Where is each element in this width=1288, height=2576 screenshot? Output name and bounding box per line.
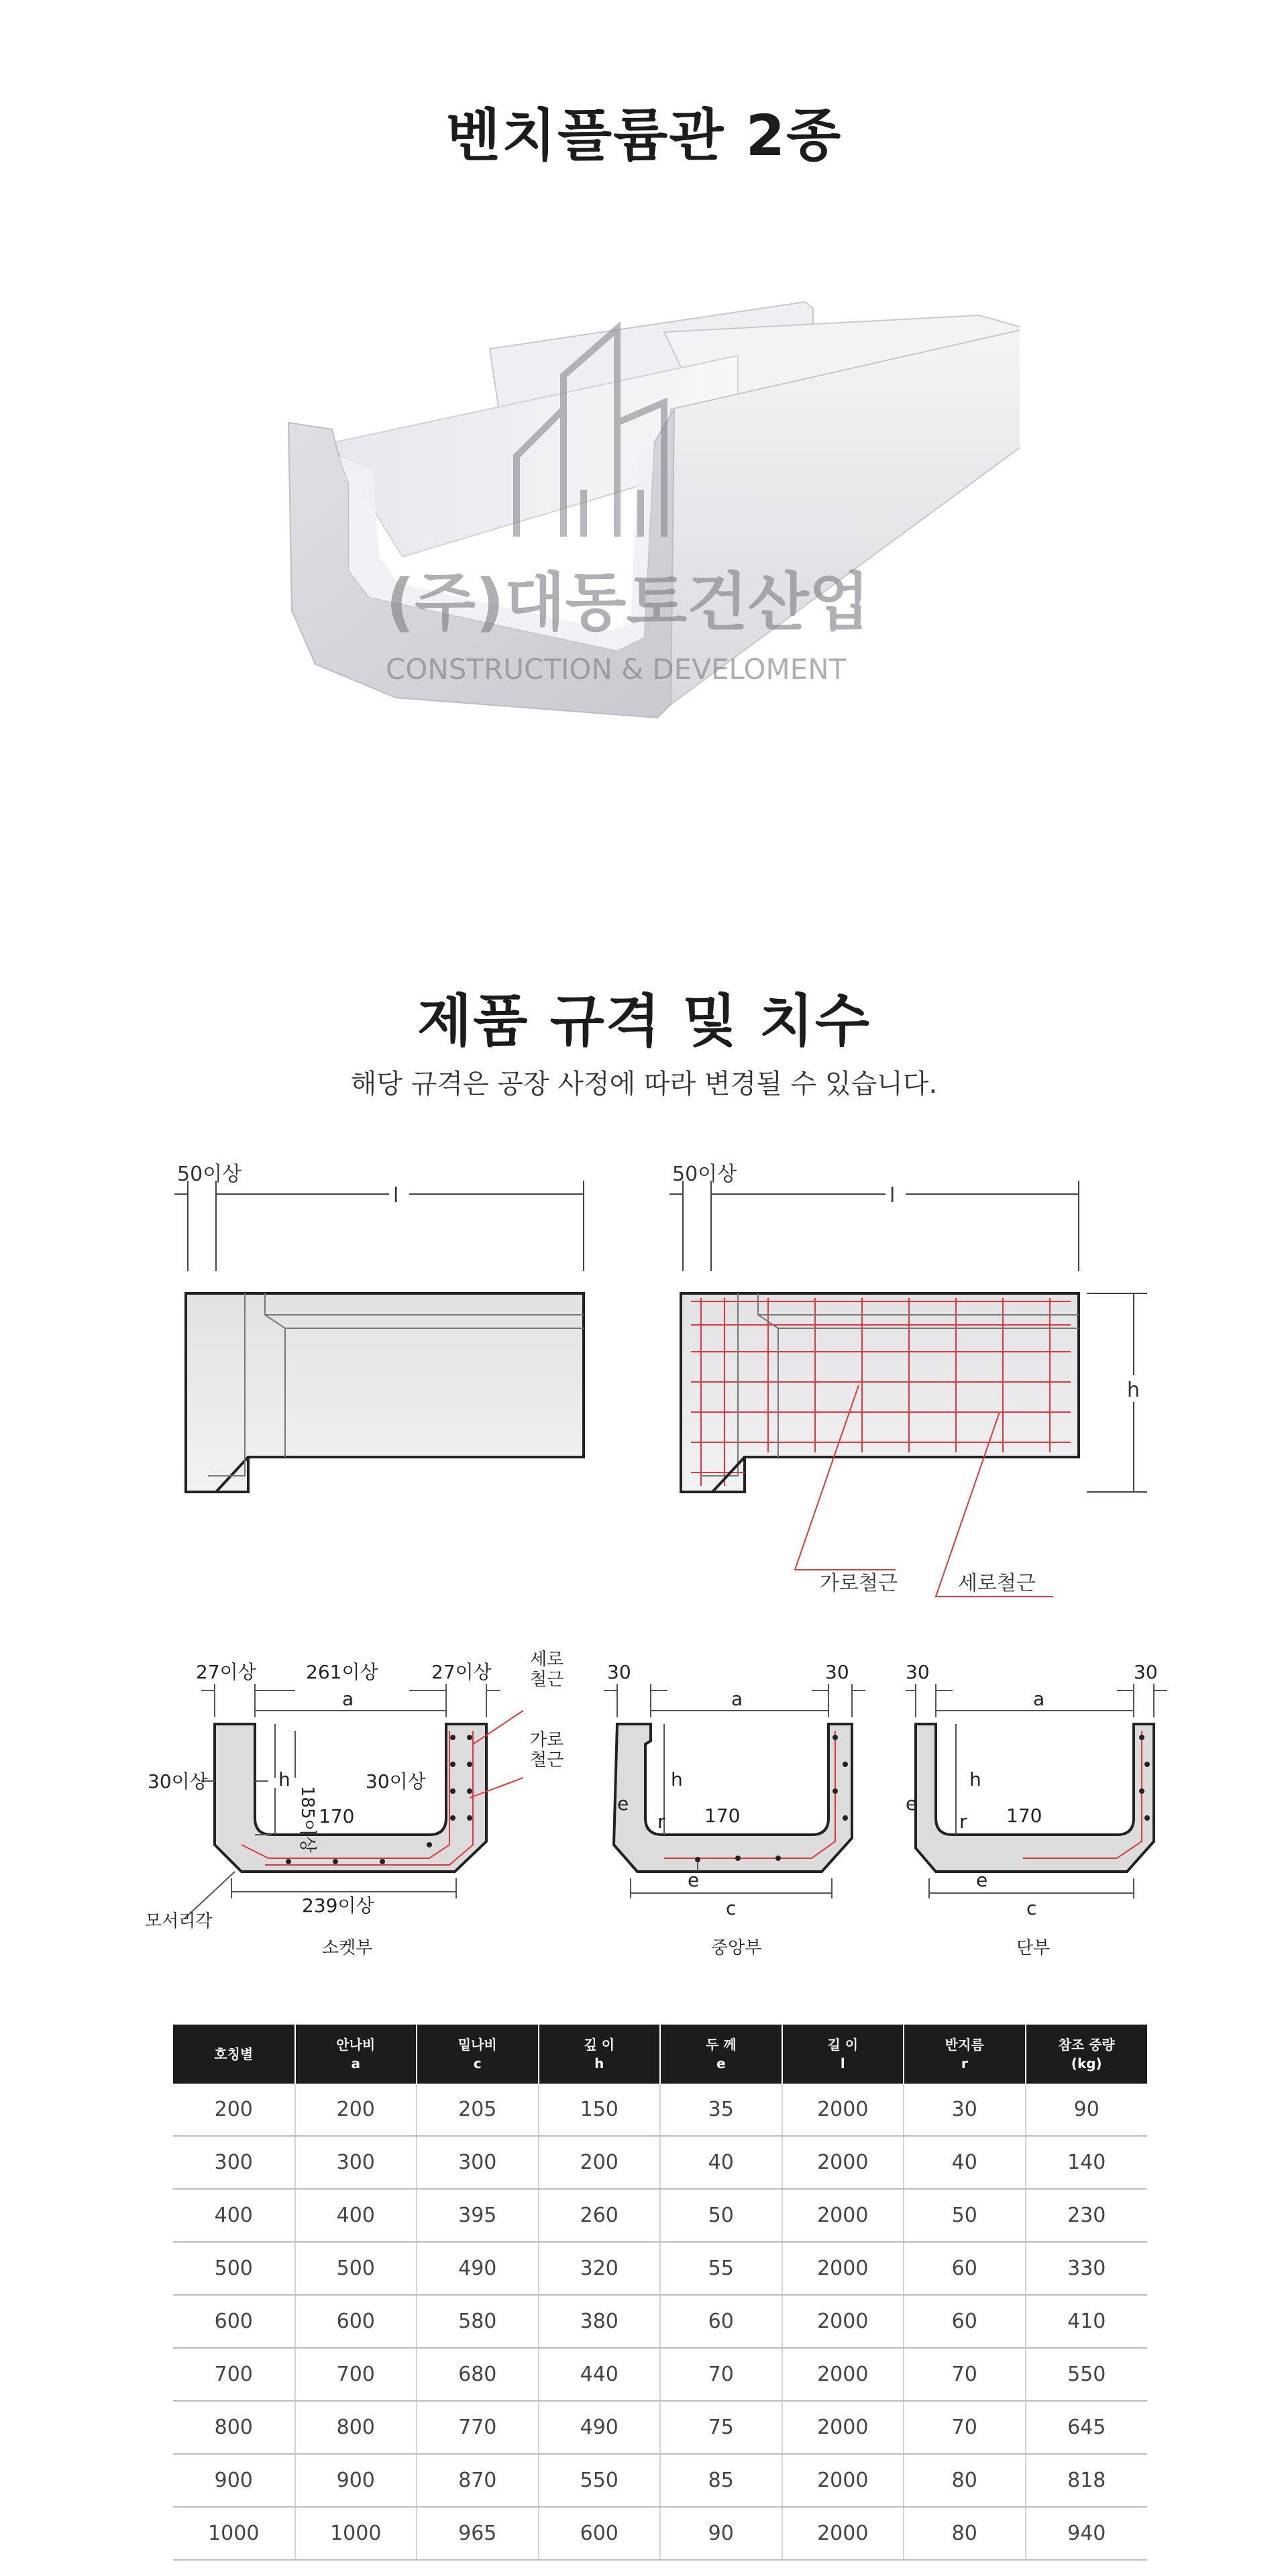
- end-top-left: 30: [906, 1661, 930, 1683]
- table-cell: 2000: [782, 2189, 904, 2242]
- left-length-label: l: [393, 1184, 399, 1208]
- table-row: [173, 2242, 1147, 2295]
- column-header-line: c: [473, 2055, 482, 2072]
- end-section: [906, 1661, 1167, 1958]
- table-cell: 600: [173, 2295, 295, 2348]
- side-view-rebar: [681, 1293, 1079, 1597]
- column-header-line: 밑나비: [458, 2037, 497, 2053]
- column-header-line: 참조 중량: [1058, 2037, 1115, 2053]
- column-header: [295, 2025, 417, 2084]
- column-header-line: a: [351, 2055, 360, 2072]
- middle-h-label: h: [671, 1768, 683, 1790]
- column-header: [904, 2025, 1026, 2084]
- socket-top-left: 27이상: [196, 1661, 256, 1683]
- socket-h-label: h: [278, 1768, 290, 1790]
- column-header-line: 깊 이: [584, 2037, 615, 2053]
- table-cell: 320: [539, 2242, 661, 2295]
- table-cell: 55: [660, 2242, 782, 2295]
- middle-bottom-inner: 170: [704, 1805, 741, 1827]
- table-cell: 800: [295, 2401, 417, 2454]
- rebar-vertical-label: 세로철근: [958, 1572, 1036, 1595]
- table-cell: 80: [904, 2454, 1026, 2507]
- column-header-line: 길 이: [827, 2037, 859, 2053]
- table-cell: 410: [1026, 2295, 1148, 2348]
- table-cell: 400: [173, 2189, 295, 2242]
- socket-top-right: 27이상: [431, 1661, 492, 1683]
- column-header-line: r: [961, 2055, 968, 2072]
- table-cell: 1000: [295, 2507, 417, 2560]
- socket-rebar-v-1: 세로: [530, 1650, 564, 1670]
- product-title: 벤치플륨관 2종: [445, 103, 843, 168]
- spec-subtitle: 해당 규격은 공장 사정에 따라 변경될 수 있습니다.: [350, 1069, 938, 1099]
- table-row: [173, 2136, 1147, 2189]
- middle-e-side: e: [617, 1792, 629, 1815]
- table-cell: 900: [173, 2454, 295, 2507]
- table-row: [173, 2348, 1147, 2401]
- table-cell: 580: [417, 2295, 539, 2348]
- socket-left-wall: 30이상: [148, 1770, 208, 1792]
- table-cell: 90: [1026, 2084, 1148, 2136]
- column-header-line: (kg): [1071, 2055, 1102, 2072]
- table-cell: 500: [295, 2242, 417, 2295]
- table-cell: 70: [904, 2401, 1026, 2454]
- table-cell: 260: [539, 2189, 661, 2242]
- column-header-line: 반지름: [945, 2037, 984, 2053]
- end-top-right: 30: [1134, 1661, 1158, 1683]
- middle-r-label: r: [657, 1811, 665, 1833]
- table-cell: 300: [173, 2136, 295, 2189]
- column-header-line: e: [716, 2055, 726, 2072]
- socket-right-wall: 30이상: [366, 1770, 426, 1792]
- table-cell: 70: [904, 2348, 1026, 2401]
- table-cell: 50: [660, 2189, 782, 2242]
- right-height-label: h: [1127, 1379, 1140, 1402]
- middle-top-right: 30: [825, 1661, 849, 1683]
- table-cell: 150: [539, 2084, 661, 2136]
- table-header-row: [173, 2025, 1147, 2084]
- end-c-label: c: [1026, 1897, 1037, 1919]
- table-cell: 50: [904, 2189, 1026, 2242]
- column-header-line: h: [594, 2055, 604, 2072]
- table-cell: 75: [660, 2401, 782, 2454]
- socket-rebar-h-1: 가로: [530, 1730, 564, 1750]
- end-caption: 단부: [1016, 1938, 1051, 1958]
- socket-bottom-inner: 170: [319, 1805, 355, 1827]
- table-cell: 500: [173, 2242, 295, 2295]
- table-cell: 205: [417, 2084, 539, 2136]
- middle-caption: 중앙부: [711, 1938, 762, 1958]
- rebar-horizontal-label: 가로철근: [820, 1572, 898, 1595]
- table-cell: 90: [660, 2507, 782, 2560]
- table-row: [173, 2189, 1147, 2242]
- table-cell: 400: [295, 2189, 417, 2242]
- table-row: [173, 2084, 1147, 2136]
- table-cell: 600: [539, 2507, 661, 2560]
- table-cell: 60: [904, 2242, 1026, 2295]
- end-r-label: r: [959, 1811, 967, 1833]
- table-cell: 2000: [782, 2348, 904, 2401]
- end-e-bottom: e: [976, 1869, 988, 1891]
- table-cell: 300: [417, 2136, 539, 2189]
- table-cell: 70: [660, 2348, 782, 2401]
- column-header-line: l: [840, 2055, 845, 2072]
- table-cell: 770: [417, 2401, 539, 2454]
- middle-section: [604, 1661, 865, 1958]
- socket-corner-label: 모서리각: [145, 1911, 213, 1931]
- watermark-tagline: CONSTRUCTION & DEVELOMENT: [386, 653, 847, 686]
- socket-top-mid: 261이상: [306, 1661, 378, 1683]
- table-cell: 200: [173, 2084, 295, 2136]
- end-bottom-inner: 170: [1006, 1805, 1042, 1827]
- side-view-plain: [186, 1293, 584, 1492]
- socket-h-min: 185이상: [297, 1786, 317, 1853]
- middle-top-left: 30: [607, 1661, 631, 1683]
- table-cell: 1000: [173, 2507, 295, 2560]
- table-cell: 550: [1026, 2348, 1148, 2401]
- table-cell: 900: [295, 2454, 417, 2507]
- table-cell: 80: [904, 2507, 1026, 2560]
- table-cell: 550: [539, 2454, 661, 2507]
- table-cell: 300: [295, 2136, 417, 2189]
- column-header: [417, 2025, 539, 2084]
- table-cell: 200: [295, 2084, 417, 2136]
- table-cell: 2000: [782, 2454, 904, 2507]
- table-row: [173, 2295, 1147, 2348]
- table-row: [173, 2454, 1147, 2507]
- table-cell: 60: [904, 2295, 1026, 2348]
- cross-section-drawings: [134, 1644, 1194, 1966]
- table-cell: 2000: [782, 2507, 904, 2560]
- table-cell: 330: [1026, 2242, 1148, 2295]
- table-cell: 940: [1026, 2507, 1148, 2560]
- end-a-label: a: [1033, 1688, 1045, 1710]
- table-cell: 965: [417, 2507, 539, 2560]
- table-row: [173, 2507, 1147, 2560]
- flume-product-image: [268, 288, 1020, 758]
- table-cell: 40: [904, 2136, 1026, 2189]
- table-cell: 490: [417, 2242, 539, 2295]
- left-min-label: 50이상: [177, 1163, 242, 1186]
- table-cell: 140: [1026, 2136, 1148, 2189]
- end-e-side: e: [906, 1792, 918, 1815]
- table-cell: 700: [295, 2348, 417, 2401]
- column-header: [1026, 2025, 1148, 2084]
- socket-rebar-v-2: 철근: [530, 1670, 564, 1690]
- table-cell: 2000: [782, 2136, 904, 2189]
- table-cell: 700: [173, 2348, 295, 2401]
- column-header-line: 안나비: [336, 2037, 376, 2053]
- end-h-label: h: [969, 1768, 981, 1790]
- table-cell: 30: [904, 2084, 1026, 2136]
- table-cell: 440: [539, 2348, 661, 2401]
- table-cell: 35: [660, 2084, 782, 2136]
- column-header: [173, 2025, 295, 2084]
- right-length-label: l: [890, 1184, 896, 1208]
- table-cell: 680: [417, 2348, 539, 2401]
- table-cell: 85: [660, 2454, 782, 2507]
- socket-caption: 소켓부: [322, 1938, 373, 1958]
- right-min-label: 50이상: [672, 1163, 737, 1186]
- table-cell: 490: [539, 2401, 661, 2454]
- socket-bottom-outer: 239이상: [302, 1894, 374, 1917]
- column-header: [782, 2025, 904, 2084]
- table-cell: 2000: [782, 2084, 904, 2136]
- socket-a-label: a: [342, 1688, 354, 1710]
- column-header-line: 두 께: [705, 2037, 737, 2053]
- middle-e-bottom: e: [688, 1869, 700, 1891]
- spec-title: 제품 규격 및 치수: [417, 988, 871, 1054]
- table-cell: 200: [539, 2136, 661, 2189]
- socket-rebar-h-2: 철근: [530, 1750, 564, 1770]
- table-cell: 2000: [782, 2242, 904, 2295]
- column-header: [660, 2025, 782, 2084]
- table-cell: 645: [1026, 2401, 1148, 2454]
- watermark-company: (주)대동토건산업: [386, 566, 870, 639]
- table-cell: 395: [417, 2189, 539, 2242]
- table-cell: 2000: [782, 2295, 904, 2348]
- table-cell: 600: [295, 2295, 417, 2348]
- socket-section: [145, 1650, 564, 1958]
- side-elevation-drawings: [168, 1154, 1161, 1610]
- table-cell: 2000: [782, 2401, 904, 2454]
- middle-a-label: a: [731, 1688, 743, 1710]
- table-cell: 870: [417, 2454, 539, 2507]
- table-cell: 818: [1026, 2454, 1148, 2507]
- table-cell: 230: [1026, 2189, 1148, 2242]
- table-cell: 800: [173, 2401, 295, 2454]
- table-cell: 40: [660, 2136, 782, 2189]
- spec-table: [173, 2025, 1147, 2561]
- middle-c-label: c: [726, 1897, 737, 1919]
- column-header-line: 호칭별: [214, 2046, 254, 2062]
- table-cell: 380: [539, 2295, 661, 2348]
- table-cell: 60: [660, 2295, 782, 2348]
- column-header: [539, 2025, 661, 2084]
- table-body: [173, 2084, 1147, 2560]
- table-row: [173, 2401, 1147, 2454]
